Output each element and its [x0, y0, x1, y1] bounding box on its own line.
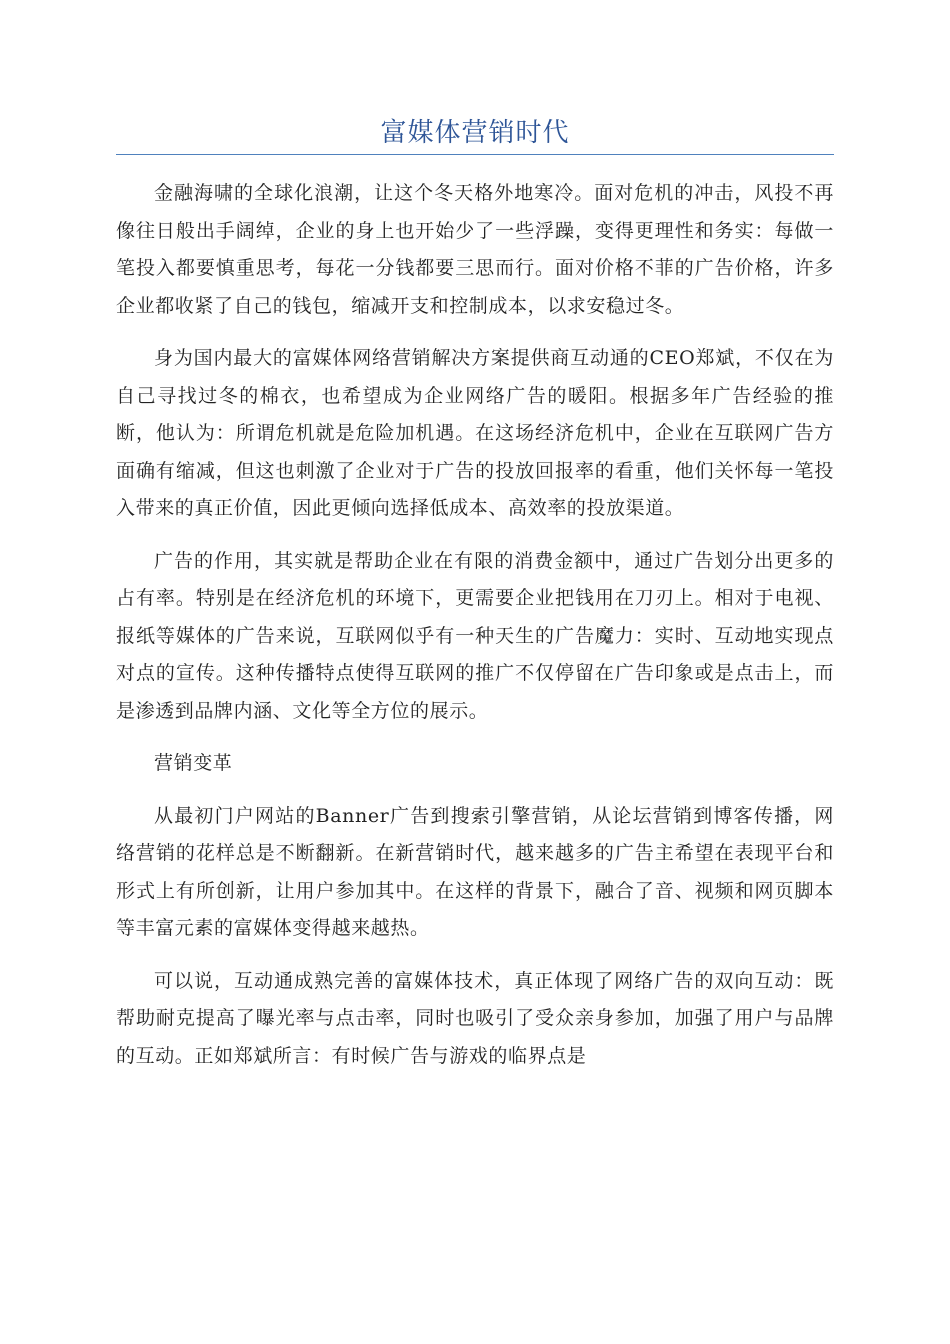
paragraph-4: 从最初门户网站的Banner广告到搜索引擎营销，从论坛营销到博客传播，网络营销的花样总是不断翻新。在新营销时代，越来越多的广告主希望在表现平台和形式上有所创新，让用户参加其中。在这样的背景下，融合了音、视频和网页脚本等丰富元素的富媒体变得越来越热。	[116, 804, 834, 939]
document-body	[116, 175, 834, 1075]
paragraph-5: 可以说，互动通成熟完善的富媒体技术，真正体现了网络广告的双向互动：既帮助耐克提高了曝光率与点击率，同时也吸引了受众亲身参加，加强了用户与品牌的互动。正如郑斌所言：有时候广告与游戏的临界点是	[116, 969, 834, 1067]
paragraph-3: 广告的作用，其实就是帮助企业在有限的消费金额中，通过广告划分出更多的占有率。特别是在经济危机的环境下，更需要企业把钱用在刀刃上。相对于电视、报纸等媒体的广告来说，互联网似乎有一种天生的广告魔力：实时、互动地实现点对点的宣传。这种传播特点使得互联网的推广不仅停留在广告印象或是点击上，而是渗透到品牌内涵、文化等全方位的展示。	[116, 549, 834, 722]
title-underline	[116, 154, 834, 155]
paragraph-2: 身为国内最大的富媒体网络营销解决方案提供商互动通的CEO郑斌，不仅在为自己寻找过冬的棉衣，也希望成为企业网络广告的暖阳。根据多年广告经验的推断，他认为：所谓危机就是危险加机遇。在这场经济危机中，企业在互联网广告方面确有缩减，但这也刺激了企业对于广告的投放回报率的看重，他们关怀每一笔投入带来的真正价值，因此更倾向选择低成本、高效率的投放渠道。	[116, 347, 834, 519]
document-page	[116, 0, 834, 1075]
section-heading-marketing-change: 营销变革	[154, 752, 233, 774]
paragraph-1: 金融海啸的全球化浪潮，让这个冬天格外地寒冷。面对危机的冲击，风投不再像往日般出手阔绰，企业的身上也开始少了一些浮躁，变得更理性和务实：每做一笔投入都要慎重思考，每花一分钱都要三思而行。面对价格不菲的广告价格，许多企业都收紧了自己的钱包，缩减开支和控制成本，以求安稳过冬。	[116, 182, 834, 317]
document-title: 富媒体营销时代	[380, 118, 570, 148]
